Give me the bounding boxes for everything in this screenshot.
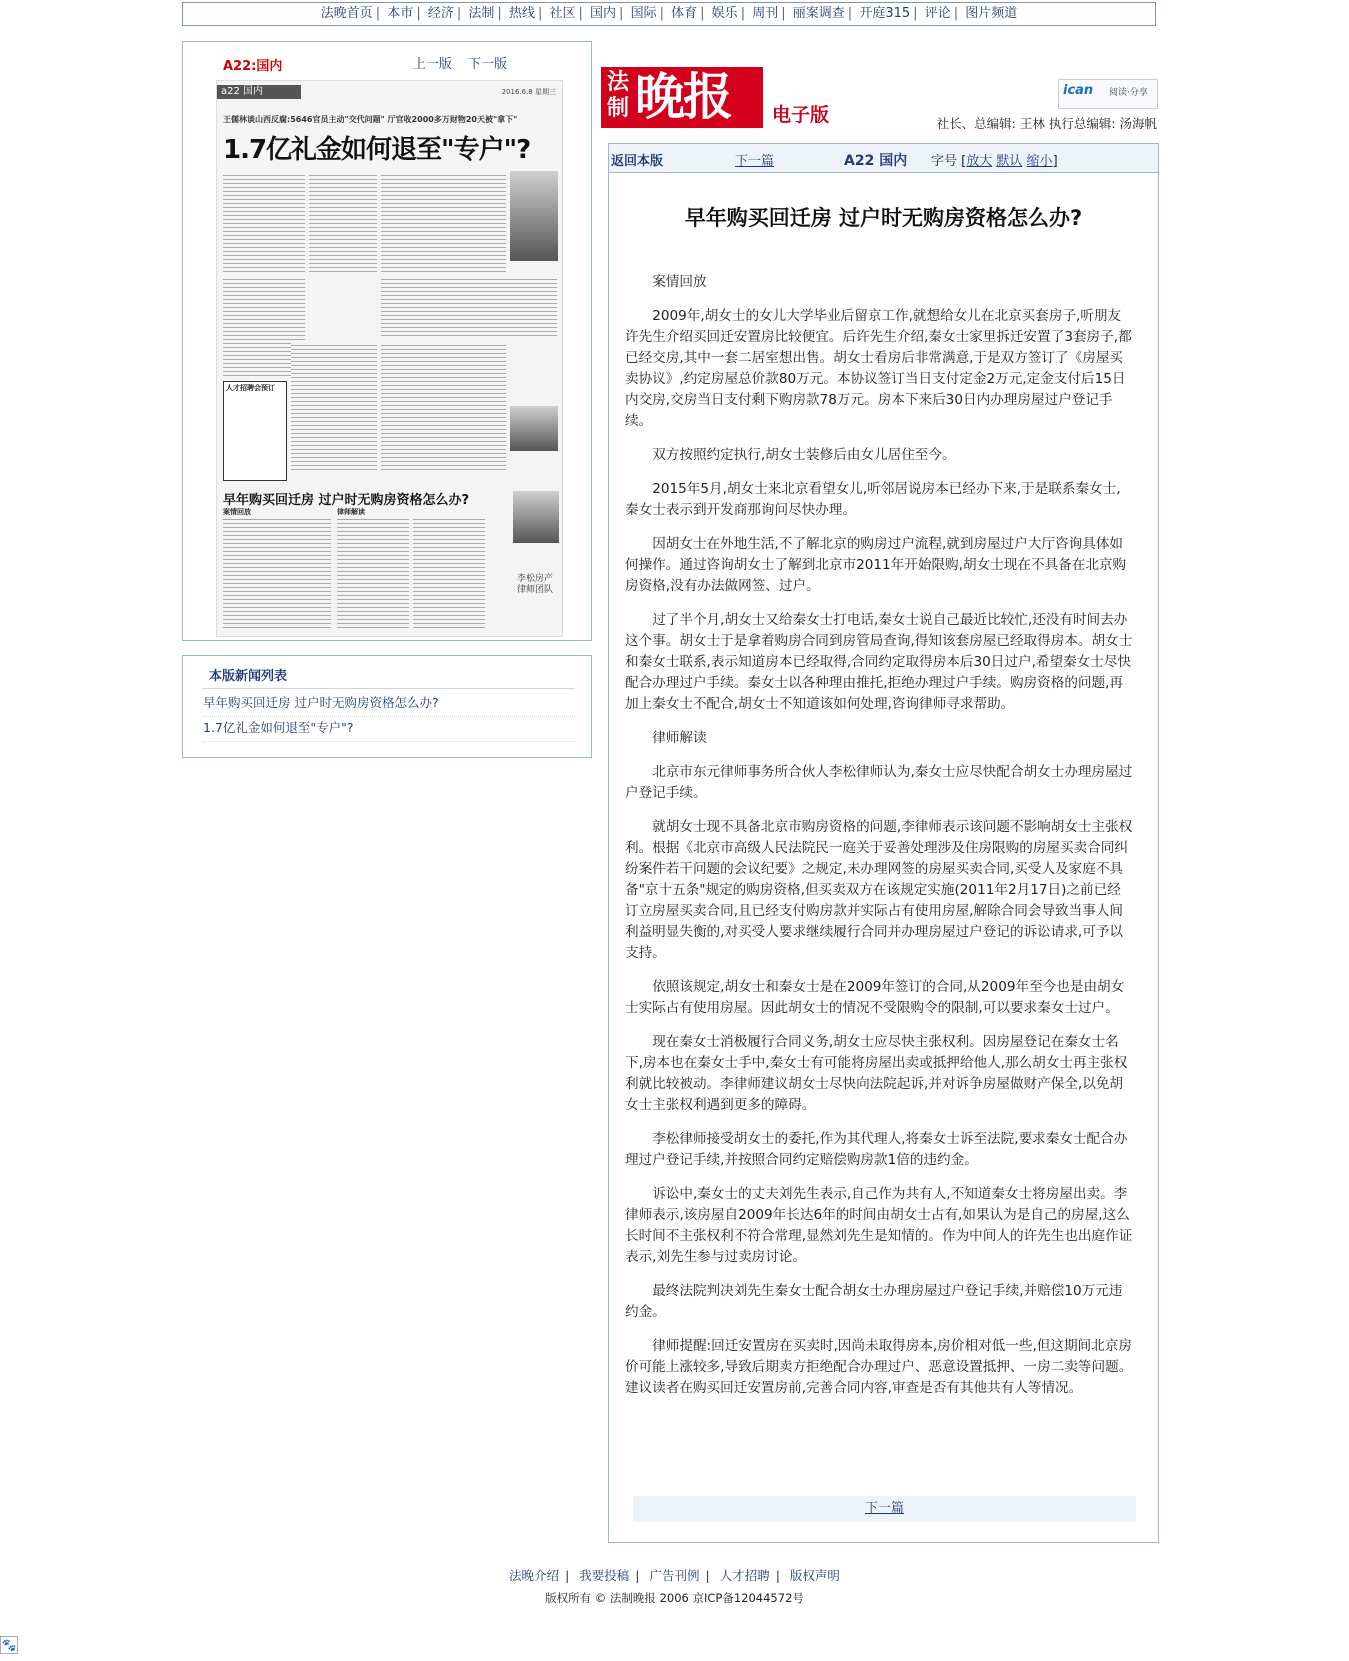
page-news-list: [182, 655, 592, 758]
nav-opinion[interactable]: 评论: [924, 6, 951, 21]
footer-link-submit[interactable]: 我要投稿: [579, 1568, 630, 1583]
article-paragraph: 律师提醒:回迁安置房在买卖时,因尚未取得房本,房价相对低一些,但这期间北京房价可能上涨较多,导致后期卖方拒绝配合办理过户、恶意设置抵押、一房二卖等问题。建议读者在购买回迁安置房前,完善合同内容,审查是否有其他共有人等情况。: [625, 1338, 1133, 1396]
nav-sports[interactable]: 体育: [671, 6, 698, 21]
font-bigger-link[interactable]: 放大: [966, 154, 993, 169]
paper-text-block: [381, 173, 506, 273]
nav-hotline[interactable]: 热线: [508, 6, 535, 21]
paper-lawyer-team: 李松房产律师团队: [517, 574, 554, 595]
article-paragraph: 北京市东元律师事务所合伙人李松律师认为,秦女士应尽快配合胡女士办理房屋过户登记手续。: [625, 764, 1133, 801]
editor-credits: 社长、总编辑: 王林 执行总编辑: 汤海帆: [936, 116, 1157, 131]
footer-next-article-link[interactable]: 下一篇: [864, 1501, 904, 1516]
paw-icon[interactable]: 🐾: [1, 1638, 17, 1652]
ican-logo: ican: [1063, 83, 1094, 98]
paper-text-block: [291, 343, 377, 473]
paper-text-block: [381, 277, 557, 337]
paper-label-case: 案情回放: [223, 508, 251, 516]
footer-navigation: 法晚介绍 | 我要投稿 | 广告刊例 | 人才招聘 | 版权声明: [509, 1568, 840, 1583]
article-title: 早年购买回迁房 过户时无购房资格怎么办?: [684, 206, 1083, 230]
article-panel: [608, 143, 1159, 1543]
paper-text-block: [381, 343, 506, 473]
back-to-page-link[interactable]: 返回本版: [611, 154, 664, 169]
top-navigation: 法晚首页 | 本市 | 经济 | 法制 | 热线 | 社区 | 国内 | 国际 | 体育 | 娱乐 | 周刊 | 丽案调查 | 开庭315 | 评论 | 图片频道: [182, 2, 1156, 26]
paper-ad-box: [223, 381, 287, 481]
paper-subhead: 王儒林谈山西反腐:5646官员主动"交代问题" 厅官收2000多万财物20天被"拿下": [223, 115, 518, 124]
page-indicator: A22 国内: [844, 153, 908, 169]
nav-local[interactable]: 本市: [387, 6, 414, 21]
next-page-link[interactable]: 下一版: [467, 57, 507, 72]
article-paragraph: 最终法院判决刘先生秦女士配合胡女士办理房屋过户登记手续,并赔偿10万元违约金。: [625, 1283, 1123, 1320]
site-logo[interactable]: [601, 67, 763, 128]
article-paragraph: 双方按照约定执行,胡女士装修后由女儿居住至今。: [652, 447, 956, 463]
font-size-label: 字号: [931, 154, 958, 169]
logo-text-legal: 法制: [607, 69, 630, 121]
paper-section-tag: a22 国内: [217, 85, 301, 99]
nav-international[interactable]: 国际: [630, 6, 657, 21]
article-body: [625, 272, 1133, 1412]
font-size-controls: 字号 [放大 默认 缩小]: [931, 154, 1058, 169]
prev-page-link[interactable]: 上一版: [412, 57, 452, 72]
nav-entertainment[interactable]: 娱乐: [711, 6, 738, 21]
paper-photo: [510, 171, 558, 261]
news-list-item[interactable]: 1.7亿礼金如何退至"专户"?: [203, 717, 575, 742]
thumbnail-pager: [401, 53, 507, 72]
paper-ad-title: 人才招聘会预订: [226, 384, 275, 392]
page-thumbnail-panel: [182, 41, 592, 641]
thumbnail-header: [183, 42, 591, 80]
paper-headline: 1.7亿礼金如何退至"专户"?: [223, 135, 531, 165]
font-smaller-link[interactable]: 缩小: [1026, 154, 1053, 169]
article-paragraph: 因胡女士在外地生活,不了解北京的购房过户流程,就到房屋过户大厅咨询具体如何操作。通过咨询胡女士了解到北京市2011年开始限购,胡女士现在不具备在北京购房资格,没有办法做网签、过户。: [625, 536, 1127, 594]
copyright-text: 版权所有 © 法制晚报 2006 京ICP备12044572号: [545, 1591, 804, 1605]
article-paragraph: 李松律师接受胡女士的委托,作为其代理人,将秦女士诉至法院,要求秦女士配合办理过户登记手续,并按照合同约定赔偿购房款1倍的违约金。: [625, 1131, 1128, 1168]
paper-headline-2: 早年购买回迁房 过户时无购房资格怎么办?: [223, 493, 470, 508]
nav-investigation[interactable]: 丽案调查: [792, 6, 845, 21]
logo-edition-label: 电子版: [772, 104, 830, 126]
footer-link-jobs[interactable]: 人才招聘: [719, 1568, 770, 1583]
article-paragraph: 过了半个月,胡女士又给秦女士打电话,秦女士说自己最近比较忙,还没有时间去办这个事。胡女士于是拿着购房合同到房管局查询,得知该套房屋已经取得房本。胡女士和秦女士联系,表示知道房本已经取得,合同约定取得房本后30日过户,希望秦女士尽快配合办理过户手续。秦女士以各种理由推托,拒绝办理过户手续。购房资格的问题,再加上秦女士不配合,胡女士不知道该如何处理,咨询律师寻求帮助。: [625, 612, 1133, 712]
footer-link-ads[interactable]: 广告刊例: [649, 1568, 700, 1583]
paper-text-block: [413, 517, 485, 629]
ican-badge[interactable]: [1058, 79, 1158, 109]
font-default-link[interactable]: 默认: [996, 154, 1023, 169]
paper-photo: [510, 406, 558, 451]
nav-weekly[interactable]: 周刊: [752, 6, 779, 21]
nav-domestic[interactable]: 国内: [590, 6, 617, 21]
newspaper-page-image[interactable]: [216, 80, 563, 637]
footer-link-about[interactable]: 法晚介绍: [509, 1568, 560, 1583]
paper-text-block: [223, 517, 331, 629]
nav-community[interactable]: 社区: [549, 6, 576, 21]
article-paragraph: 就胡女士现不具备北京市购房资格的问题,李律师表示该问题不影响胡女士主张权利。根据《北京市高级人民法院民一庭关于妥善处理涉及住房限购的房屋买卖合同纠纷案件若干问题的会议纪要》之规定,未办理网签的房屋买卖合同,买受人及家庭不具备"京十五条"规定的购房资格,但买卖双方在该规定实施(2011年2月17日)之前已经订立房屋买卖合同,且已经支付购房款并实际占有使用房屋,解除合同会导致当事人间利益明显失衡的,对买受人要求继续履行合同并办理房屋过户登记的诉讼请求,可予以支持。: [625, 819, 1133, 961]
nav-economy[interactable]: 经济: [427, 6, 454, 21]
paper-label-lawyer: 律师解读: [337, 508, 365, 516]
article-paragraph: 现在秦女士消极履行合同义务,胡女士应尽快主张权利。因房屋登记在秦女士名下,房本也在秦女士手中,秦女士有可能将房屋出卖或抵押给他人,那么胡女士再主张权利就比较被动。李律师建议胡女士尽快向法院起诉,并对诉争房屋做财产保全,以免胡女士主张权利遇到更多的障碍。: [625, 1034, 1128, 1113]
paper-date-line: 2016.6.8 星期三: [501, 88, 556, 96]
nav-legal[interactable]: 法制: [468, 6, 495, 21]
footer-link-copyright[interactable]: 版权声明: [789, 1568, 840, 1583]
paper-text-block: [337, 517, 409, 629]
ican-text: 阅读·分享: [1109, 88, 1148, 98]
logo-text-evening: 晚报: [635, 67, 731, 126]
nav-court315[interactable]: 开庭315: [859, 6, 911, 21]
article-paragraph: 依照该规定,胡女士和秦女士是在2009年签订的合同,从2009年至今也是由胡女士实际占有使用房屋。因此胡女士的情况不受限购令的限制,可以要求秦女士过户。: [625, 979, 1125, 1016]
news-list-divider: [203, 688, 575, 689]
article-paragraph: 案情回放: [652, 274, 707, 290]
next-article-link[interactable]: 下一篇: [735, 154, 775, 169]
paper-text-block: [223, 173, 305, 273]
article-paragraph: 2009年,胡女士的女儿大学毕业后留京工作,就想给女儿在北京买套房子,听朋友许先生介绍买回迁安置房比较便宜。后许先生介绍,秦女士家里拆迁安置了3套房子,都已经交房,其中一套二居室想出售。胡女士看房后非常满意,于是双方签订了《房屋买卖协议》,约定房屋总价款80万元。本协议签订当日支付定金2万元,定金支付后15日内交房,交房当日支付剩下购房款78万元。房本下来后30日内办理房屋过户登记手续。: [625, 308, 1132, 429]
article-paragraph: 律师解读: [652, 730, 707, 746]
paper-text-block: [309, 173, 377, 273]
article-footer-bar: [633, 1496, 1136, 1522]
article-paragraph: 诉讼中,秦女士的丈夫刘先生表示,自己作为共有人,不知道秦女士将房屋出卖。李律师表示,该房屋自2009年长达6年的时间由胡女士占有,如果认为是自己的房屋,这么长时间不主张权利不符合常理,显然刘先生是知情的。作为中间人的许先生也出庭作证表示,刘先生参与过卖房讨论。: [625, 1186, 1133, 1265]
nav-photos[interactable]: 图片频道: [965, 6, 1018, 21]
article-toolbar: [609, 144, 1158, 173]
nav-home[interactable]: 法晚首页: [320, 6, 373, 21]
paper-photo: [513, 491, 559, 543]
article-paragraph: 2015年5月,胡女士来北京看望女儿,听邻居说房本已经办下来,于是联系秦女士,秦女士表示到开发商那询问尽快办理。: [625, 481, 1121, 518]
news-list-item[interactable]: 早年购买回迁房 过户时无购房资格怎么办?: [203, 692, 575, 717]
news-list-title: 本版新闻列表: [209, 669, 288, 684]
thumbnail-page-label: A22:国内: [223, 59, 283, 74]
